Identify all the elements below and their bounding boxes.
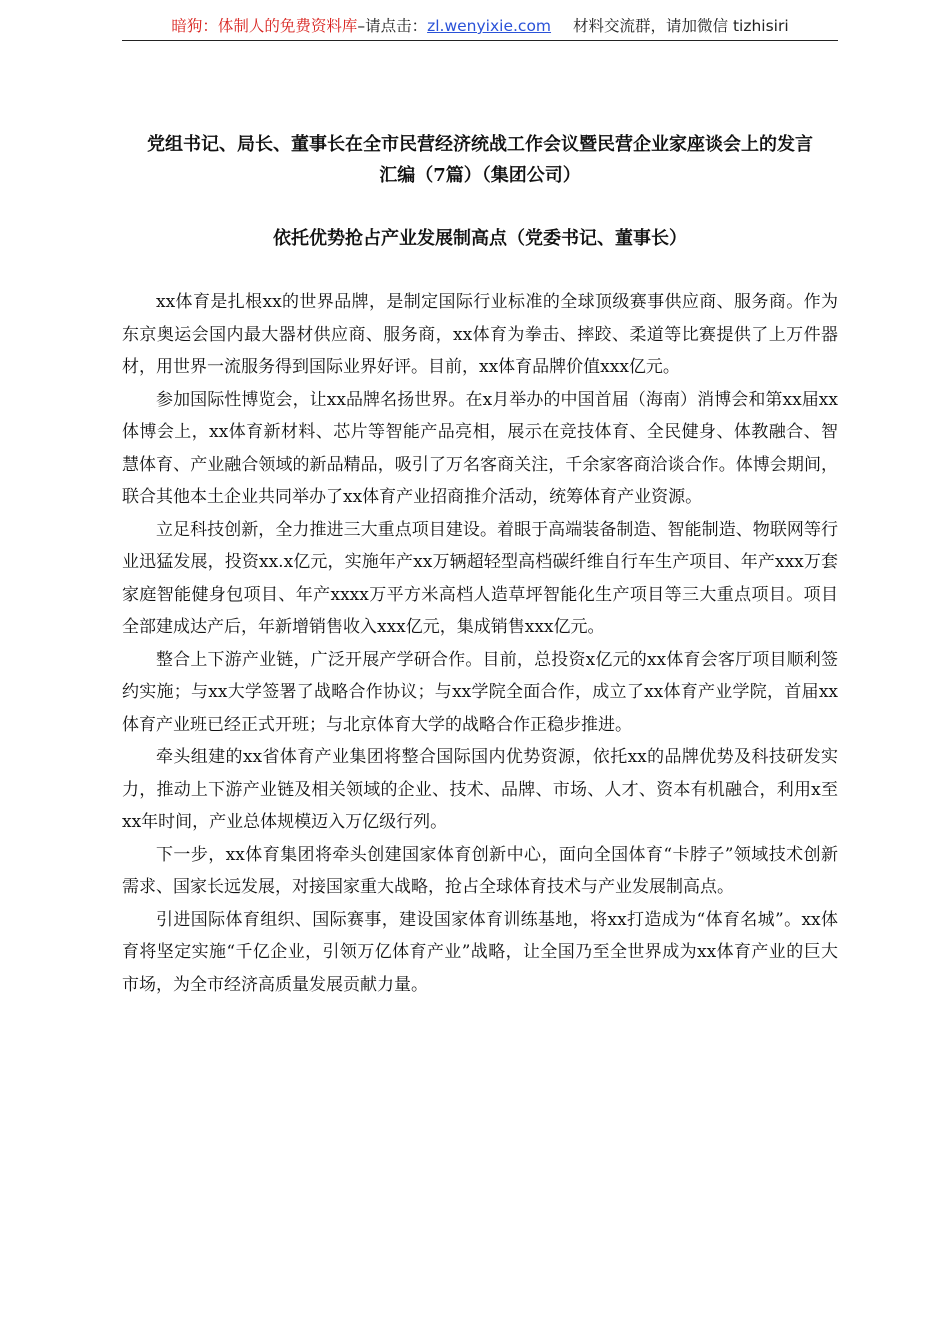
section-subtitle: 依托优势抢占产业发展制高点（党委书记、董事长）: [273, 228, 687, 249]
body-paragraph: 整合上下游产业链，广泛开展产学研合作。目前，总投资x亿元的xx体育会客厅项目顺利签约实施；与xx大学签署了战略合作协议；与xx学院全面合作，成立了xx体育产业学院，首届xx体育产业班已经正式开班；与北京体育大学的战略合作正稳步推进。: [122, 649, 838, 735]
document-body: [122, 286, 838, 1001]
document-title-line-2: 汇编（7篇）（集团公司）: [379, 165, 581, 186]
header-link[interactable]: zl.wenyixie.com: [427, 17, 552, 35]
body-paragraph: 牵头组建的xx省体育产业集团将整合国际国内优势资源，依托xx的品牌优势及科技研发实力，推动上下游产业链及相关领域的企业、技术、品牌、市场、人才、资本有机融合，利用x至xx年时间，产业总体规模迈入万亿级行列。: [122, 747, 838, 832]
body-paragraph: 参加国际性博览会，让xx品牌名扬世界。在x月举办的中国首届（海南）消博会和第xx届xx体博会上，xx体育新材料、芯片等智能产品亮相，展示在竞技体育、全民健身、体教融合、智慧体育、产业融合领域的新品精品，吸引了万名客商关注，千余家客商洽谈合作。体博会期间，联合其他本土企业共同举办了xx体育产业招商推介活动，统筹体育产业资源。: [122, 389, 838, 507]
body-paragraph: xx体育是扎根xx的世界品牌，是制定国际行业标准的全球顶级赛事供应商、服务商。作为东京奥运会国内最大器材供应商、服务商，xx体育为拳击、摔跤、柔道等比赛提供了上万件器材，用世界一流服务得到国际业界好评。目前，xx体育品牌价值xxx亿元。: [122, 292, 838, 377]
header-click-prompt: –请点击：: [357, 17, 428, 35]
document-title-line-1: 党组书记、局长、董事长在全市民营经济统战工作会议暨民营企业家座谈会上的发言: [147, 134, 813, 155]
header-brand: 暗狗：体制人的免费资料库: [171, 17, 358, 35]
body-paragraph: 引进国际体育组织、国际赛事，建设国家体育训练基地，将xx打造成为“体育名城”。xx体育将坚定实施“千亿企业，引领万亿体育产业”战略，让全国乃至全世界成为xx体育产业的巨大市场，为全市经济高质量发展贡献力量。: [122, 909, 838, 995]
header-contact: 材料交流群，请加微信 tizhisiri: [573, 17, 789, 35]
document-title: [122, 129, 838, 191]
body-paragraph: 下一步，xx体育集团将牵头创建国家体育创新中心，面向全国体育“卡脖子”领域技术创新需求、国家长远发展，对接国家重大战略，抢占全球体育技术与产业发展制高点。: [122, 844, 838, 897]
page-header: [122, 14, 838, 41]
body-paragraph: 立足科技创新，全力推进三大重点项目建设。着眼于高端装备制造、智能制造、物联网等行业迅猛发展，投资xx.x亿元，实施年产xx万辆超轻型高档碳纤维自行车生产项目、年产xxx万套家庭智能健身包项目、年产xxxx万平方米高档人造草坪智能化生产项目等三大重点项目。项目全部建成达产后，年新增销售收入xxx亿元，集成销售xxx亿元。: [122, 519, 838, 637]
